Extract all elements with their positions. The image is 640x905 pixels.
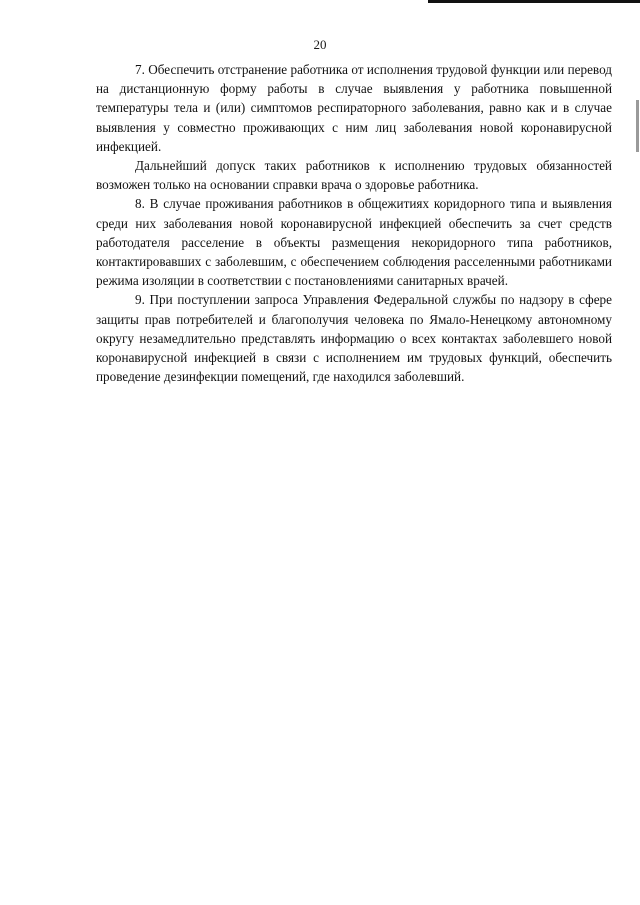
paragraph-7-suspension: 7. Обеспечить отстранение работника от исполнения трудовой функции или перевод на дистанционную форму работы в случае выявления у работника повышенной температуры тела и (или) симптомов респираторного заболевания, равно как и в случае выявления у совместно проживающих с ним лиц заболевания новой коронавирусной инфекцией. bbox=[96, 62, 612, 154]
paragraph-8-dormitory: 8. В случае проживания работников в общежитиях коридорного типа и выявления среди них заболевания новой коронавирусной инфекцией обеспечить за счет средств работодателя расселение в объекты размещения некоридорного типа работников, контактировавших с заболевшим, с обеспечением соблюдения расселенными работниками режима изоляции в соответствии с постановлениями санитарных врачей. bbox=[96, 196, 612, 289]
document-body bbox=[96, 60, 612, 386]
paragraph-9-information-request: 9. При поступлении запроса Управления Федеральной службы по надзору в сфере защиты прав потребителей и благополучия человека по Ямало-Ненецкому автономному округу незамедлительно представлять информацию о всех контактах заболевшего новой коронавирусной инфекцией в связи с исполнением им трудовых функций, обеспечить проведение дезинфекции помещений, где находился заболевший. bbox=[96, 292, 612, 385]
paragraph-admission-certificate: Дальнейший допуск таких работников к исполнению трудовых обязанностей возможен только на основании справки врача о здоровье работника. bbox=[96, 158, 612, 193]
scan-edge-mark bbox=[428, 0, 640, 3]
scan-edge-shadow bbox=[636, 100, 639, 152]
page-number: 20 bbox=[313, 37, 327, 52]
